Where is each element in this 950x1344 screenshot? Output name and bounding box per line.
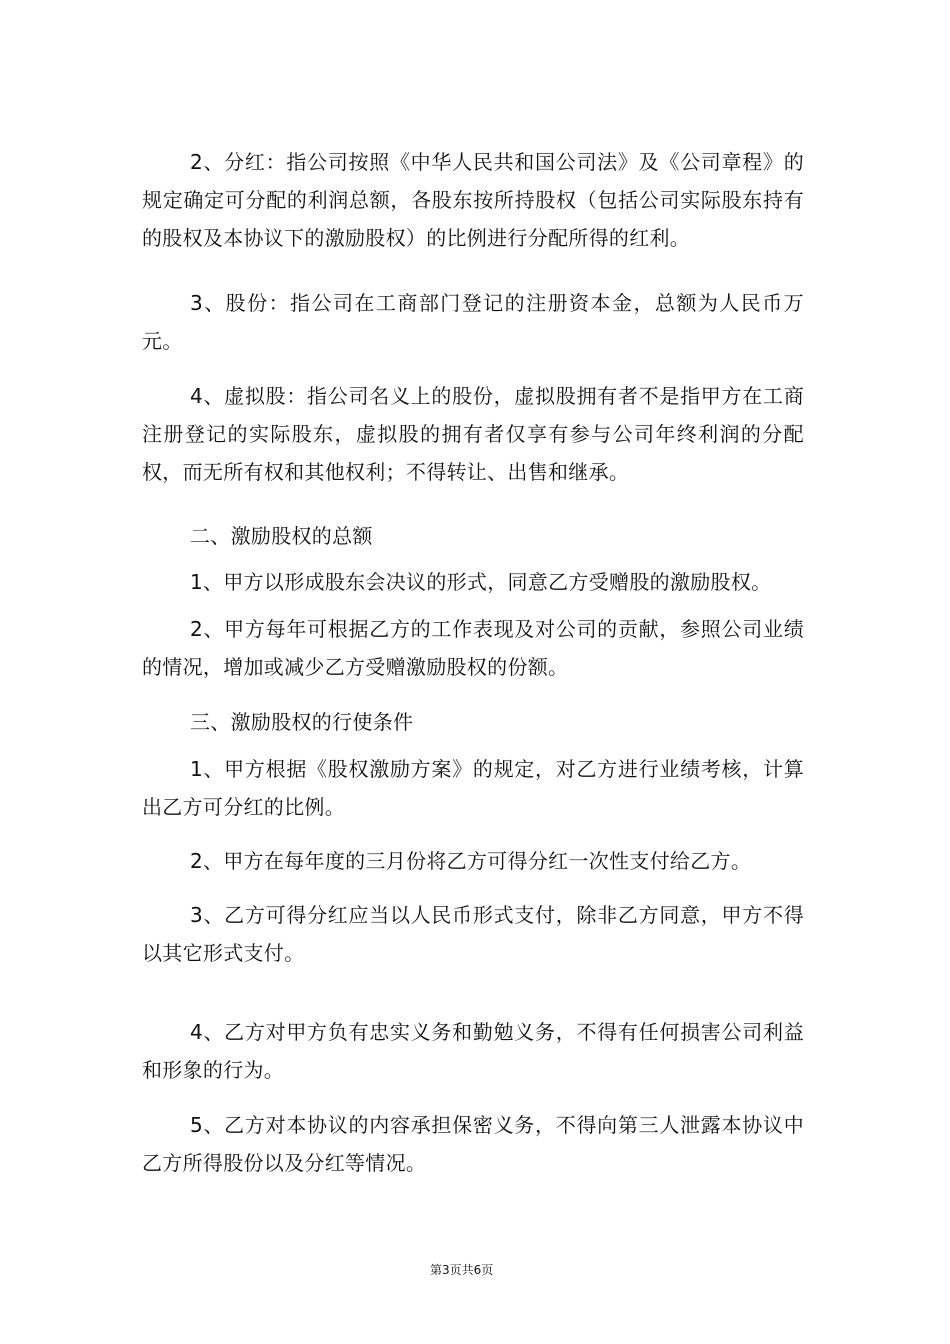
clause-conditions-1: 1、甲方根据《股权激励方案》的规定，对乙方进行业绩考核，计算出乙方可分红的比例。 [142, 757, 804, 819]
clause-total-1: 1、甲方以形成股东会决议的形式，同意乙方受赠股的激励股权。 [190, 570, 772, 594]
clause-dividend: 2、分红：指公司按照《中华人民共和国公司法》及《公司章程》的规定确定可分配的利润总额，各股东按所持股权（包括公司实际股东持有的股权及本协议下的激励股权）的比例进行分配所得的红利。 [142, 150, 804, 250]
clause-conditions-2: 2、甲方在每年度的三月份将乙方可得分红一次性支付给乙方。 [190, 849, 752, 873]
clause-conditions-5: 5、乙方对本协议的内容承担保密义务，不得向第三人泄露本协议中乙方所得股份以及分红等情况。 [142, 1113, 804, 1175]
clause-total-2: 2、甲方每年可根据乙方的工作表现及对公司的贡献，参照公司业绩的情况，增加或减少乙方受赠激励股权的份额。 [142, 617, 804, 679]
clause-virtual-shares: 4、虚拟股：指公司名义上的股份，虚拟股拥有者不是指甲方在工商注册登记的实际股东，虚拟股的拥有者仅享有参与公司年终利润的分配权，而无所有权和其他权利；不得转让、出售和继承。 [142, 384, 804, 484]
clause-conditions-4: 4、乙方对甲方负有忠实义务和勤勉义务，不得有任何损害公司利益和形象的行为。 [142, 1020, 804, 1082]
clause-conditions-3: 3、乙方可得分红应当以人民币形式支付，除非乙方同意，甲方不得以其它形式支付。 [142, 903, 804, 965]
section-heading-conditions: 三、激励股权的行使条件 [190, 710, 414, 734]
section-heading-total: 二、激励股权的总额 [190, 524, 373, 548]
page-number: 第3页共6页 [430, 1263, 494, 1277]
clause-shares: 3、股份：指公司在工商部门登记的注册资本金，总额为人民币万元。 [142, 291, 804, 353]
